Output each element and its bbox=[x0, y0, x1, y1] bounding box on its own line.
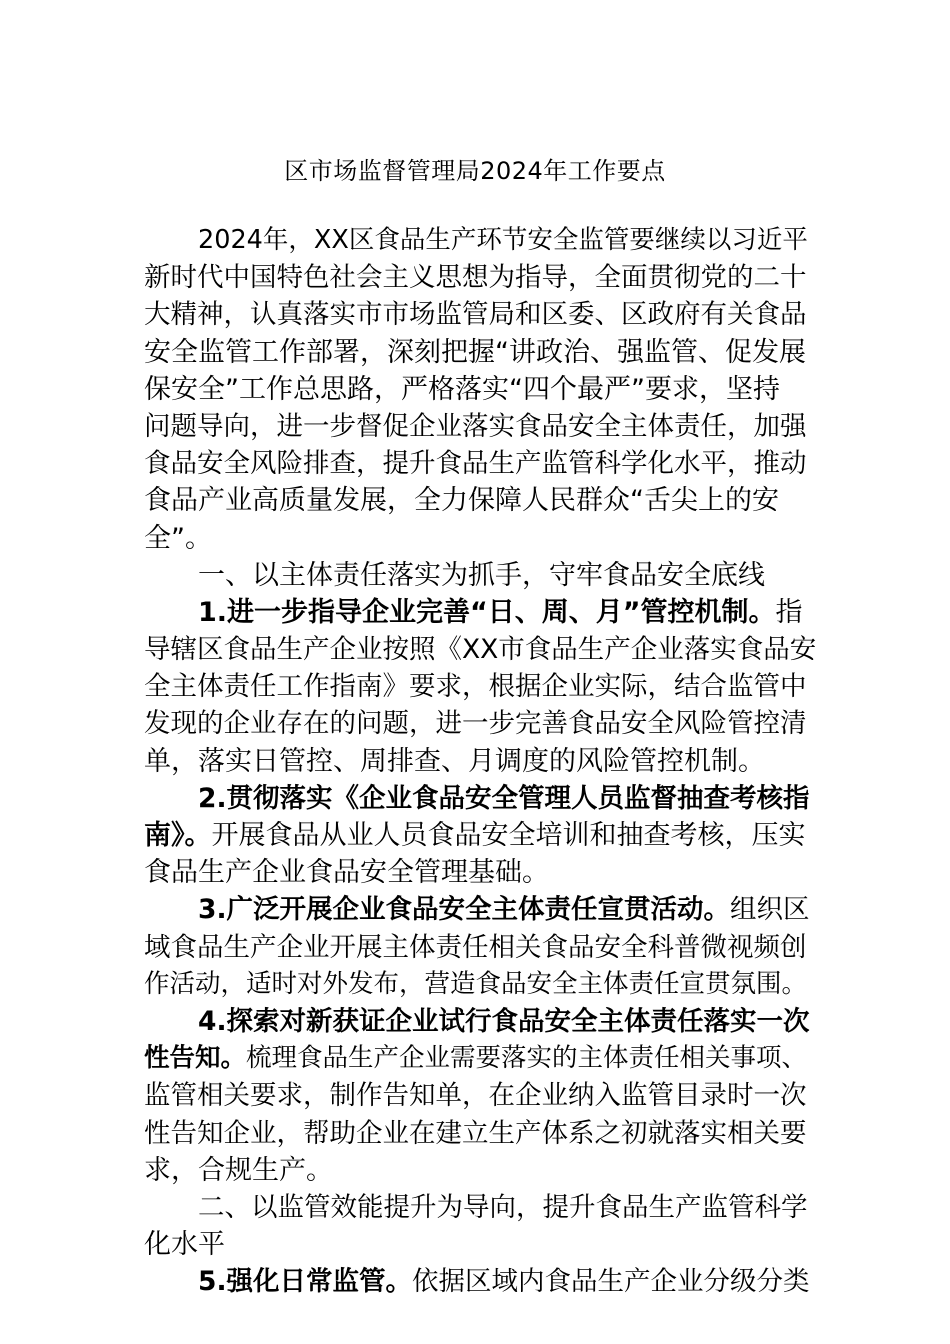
bold-heading-text: 性告知。 bbox=[144, 1043, 247, 1074]
line-text: 发现的企业存在的问题，进一步完善食品安全风险管控清 bbox=[144, 708, 807, 740]
line-text: 问题导向，进一步督促企业落实食品安全主体责任，加强 bbox=[144, 410, 807, 442]
paragraph-line bbox=[144, 929, 816, 966]
paragraph-line bbox=[144, 1003, 816, 1040]
paragraph-line bbox=[144, 371, 816, 408]
paragraph-line bbox=[144, 520, 816, 557]
line-text: 指 bbox=[775, 596, 803, 628]
line-text: 食品生产企业食品安全管理基础。 bbox=[144, 857, 549, 889]
paragraph-line bbox=[144, 482, 816, 519]
document-body bbox=[144, 222, 816, 1300]
paragraph-line bbox=[144, 854, 816, 891]
line-text: 大精神，认真落实市市场监管局和区委、区政府有关食品 bbox=[144, 299, 807, 331]
paragraph-line bbox=[144, 966, 816, 1003]
paragraph-line bbox=[144, 891, 816, 928]
bold-heading-text: 南》。 bbox=[144, 820, 212, 851]
line-text: 食品产业高质量发展，全力保障人民群众“舌尖上的安 bbox=[144, 485, 779, 517]
paragraph-line bbox=[144, 1189, 816, 1226]
document-title: 区市场监督管理局2024年工作要点 bbox=[284, 157, 666, 185]
line-text: 求，合规生产。 bbox=[144, 1154, 333, 1186]
bold-heading-text: 1.进一步指导企业完善“日、周、月”管控机制。 bbox=[198, 596, 776, 628]
paragraph-line bbox=[144, 817, 816, 854]
line-text: 性告知企业，帮助企业在建立生产体系之初就落实相关要 bbox=[144, 1117, 807, 1149]
line-text: 梳理食品生产企业需要落实的主体责任相关事项、 bbox=[246, 1043, 808, 1074]
paragraph-line bbox=[144, 1040, 816, 1077]
paragraph-line bbox=[144, 334, 816, 371]
line-text: 新时代中国特色社会主义思想为指导，全面贯彻党的二十 bbox=[144, 262, 807, 294]
paragraph-line bbox=[144, 557, 816, 594]
line-text: 导辖区食品生产企业按照《XX市食品生产企业落实食品安 bbox=[144, 634, 817, 666]
paragraph-line bbox=[144, 408, 816, 445]
line-text: 食品安全风险排查，提升食品生产监管科学化水平，推动 bbox=[144, 448, 807, 480]
paragraph-line bbox=[144, 631, 816, 668]
paragraph-line bbox=[144, 668, 816, 705]
line-text: 依据区域内食品生产企业分级分类 bbox=[412, 1266, 810, 1298]
line-text: 开展食品从业人员食品安全培训和抽查考核，压实 bbox=[211, 820, 806, 851]
line-text: 2024年，XX区食品生产环节安全监管要继续以习近平 bbox=[198, 225, 808, 255]
paragraph-line bbox=[144, 296, 816, 333]
line-text: 化水平 bbox=[144, 1229, 225, 1261]
bold-heading-text: 2.贯彻落实《企业食品安全管理人员监督抽查考核指 bbox=[198, 782, 810, 814]
line-text: 一、以主体责任落实为抓手，守牢食品安全底线 bbox=[198, 559, 765, 591]
paragraph-line bbox=[144, 445, 816, 482]
line-text: 二、以监管效能提升为导向，提升食品生产监管科学 bbox=[198, 1191, 808, 1223]
line-text: 安全监管工作部署，深刻把握“讲政治、强监管、促发展 bbox=[144, 336, 806, 368]
line-text: 单，落实日管控、周排查、月调度的风险管控机制。 bbox=[144, 745, 765, 777]
paragraph-line bbox=[144, 1152, 816, 1189]
bold-heading-text: 3.广泛开展企业食品安全主体责任宣贯活动。 bbox=[198, 894, 731, 926]
line-text: 监管相关要求，制作告知单，在企业纳入监管目录时一次 bbox=[144, 1080, 807, 1112]
line-text: 域食品生产企业开展主体责任相关食品安全科普微视频创 bbox=[144, 931, 807, 963]
paragraph-line bbox=[144, 1263, 816, 1300]
paragraph-line bbox=[144, 1077, 816, 1114]
paragraph-line bbox=[144, 594, 816, 631]
line-text: 全”。 bbox=[144, 522, 212, 554]
paragraph-line bbox=[144, 1115, 816, 1152]
line-text: 全主体责任工作指南》要求，根据企业实际，结合监管中 bbox=[144, 671, 807, 703]
paragraph-line bbox=[144, 780, 816, 817]
bold-heading-text: 4.探索对新获证企业试行食品安全主体责任落实一次 bbox=[198, 1005, 810, 1037]
line-text: 组织区 bbox=[730, 894, 810, 926]
line-text: 作活动，适时对外发布，营造食品安全主体责任宣贯氛围。 bbox=[144, 968, 808, 999]
bold-heading-text: 5.强化日常监管。 bbox=[198, 1266, 413, 1298]
paragraph-line bbox=[144, 222, 816, 259]
paragraph-line bbox=[144, 259, 816, 296]
paragraph-line bbox=[144, 743, 816, 780]
paragraph-line bbox=[144, 1226, 816, 1263]
line-text: 保安全”工作总思路，严格落实“四个最严”要求，坚持 bbox=[144, 373, 780, 405]
paragraph-line bbox=[144, 705, 816, 742]
